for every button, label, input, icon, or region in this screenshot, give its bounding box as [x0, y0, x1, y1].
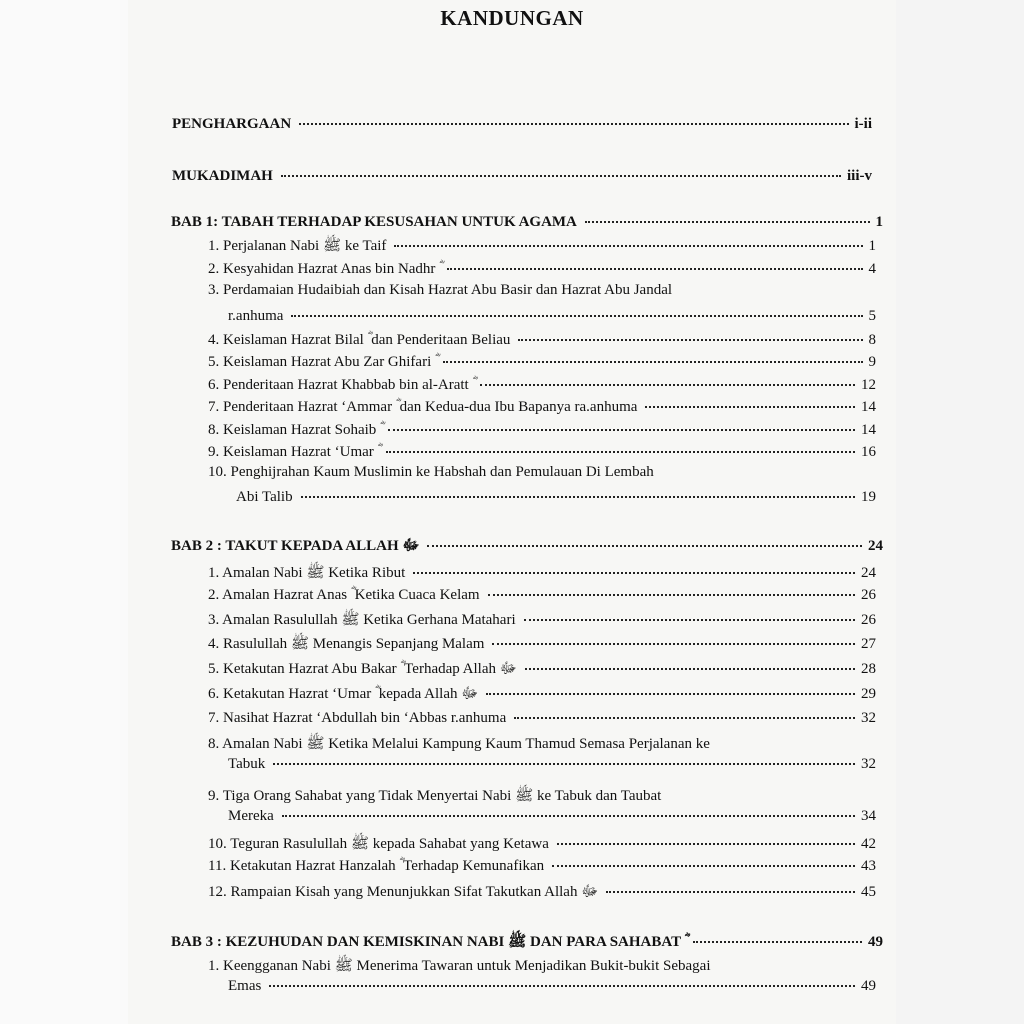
book-page — [128, 0, 896, 1024]
toc-item-page: 19 — [861, 489, 876, 505]
toc-item-page: 43 — [861, 858, 876, 874]
toc-item-page: 49 — [861, 978, 876, 994]
toc-item-text: 1. Amalan Nabi ﷺ Ketika Ribut — [208, 565, 406, 581]
leader-dots — [557, 843, 855, 845]
toc-item-text: 6. Ketakutan Hazrat ‘Umar ؓ kepada Allah ﷻ — [208, 686, 479, 702]
toc-item-continuation — [228, 756, 876, 773]
toc-item-text: 1. Keengganan Nabi ﷺ Menerima Tawaran untuk Menjadikan Bukit-bukit Sebagai — [208, 958, 711, 974]
toc-item-page: 14 — [861, 422, 876, 438]
leader-dots — [492, 643, 855, 645]
background-left — [0, 0, 128, 1024]
toc-item-page: 32 — [861, 756, 876, 772]
toc-item-cont-text: Emas — [228, 978, 262, 994]
chapter-title: BAB 2 : TAKUT KEPADA ALLAH ﷻ — [171, 538, 420, 554]
toc-item-page: 27 — [861, 636, 876, 652]
leader-dots — [552, 865, 855, 867]
leader-dots — [282, 815, 855, 817]
chapter-page: 1 — [875, 214, 883, 230]
leader-dots — [427, 545, 862, 547]
toc-item-page: 26 — [861, 612, 876, 628]
toc-item — [208, 634, 876, 656]
toc-item — [208, 376, 876, 394]
toc-item-text: 10. Teguran Rasulullah ﷺ kepada Sahabat yang Ketawa — [208, 836, 549, 852]
leader-dots — [273, 763, 855, 765]
leader-dots — [486, 693, 855, 695]
toc-item-page: 16 — [861, 444, 876, 460]
toc-item-continuation — [236, 489, 876, 506]
toc-entry-mukadimah — [172, 168, 872, 185]
toc-item-text: 2. Kesyahidan Hazrat Anas bin Nadhr ؓ — [208, 261, 440, 277]
toc-item-cont-text: Mereka — [228, 808, 274, 824]
leader-dots — [518, 339, 862, 341]
toc-item-text: 5. Ketakutan Hazrat Abu Bakar ؓ Terhadap Allah ﷻ — [208, 661, 517, 677]
chapter-title: BAB 3 : KEZUHUDAN DAN KEMISKINAN NABI ﷺ DAN PARA SAHABAT ؓ — [171, 934, 685, 950]
leader-dots — [299, 123, 848, 125]
leader-dots — [480, 384, 855, 386]
toc-item — [208, 353, 876, 371]
chapter-title: BAB 1: TABAH TERHADAP KESUSAHAN UNTUK AGAMA — [171, 214, 577, 230]
toc-item-text: 12. Rampaian Kisah yang Menunjukkan Sifat Takutkan Allah ﷻ — [208, 884, 599, 900]
toc-item-page: 32 — [861, 710, 876, 726]
toc-item — [208, 260, 876, 278]
toc-item-page: 5 — [868, 308, 876, 324]
leader-dots — [524, 619, 855, 621]
toc-item — [208, 236, 876, 258]
leader-dots — [645, 406, 855, 408]
toc-item-page: 1 — [868, 238, 876, 254]
toc-item-cont-text: Abi Talib — [236, 489, 293, 505]
chapter-page: 49 — [868, 934, 883, 950]
leader-dots — [488, 594, 855, 596]
toc-item-page: 29 — [861, 686, 876, 702]
toc-item-text: 6. Penderitaan Hazrat Khabbab bin al-Aratt ؓ — [208, 377, 473, 393]
toc-item-text: 11. Ketakutan Hazrat Hanzalah ؓ Terhadap Kemunafikan — [208, 858, 545, 874]
chapter-heading — [171, 536, 883, 558]
chapter-heading — [171, 214, 883, 231]
toc-entry-page: iii-v — [847, 168, 872, 184]
toc-item — [208, 398, 876, 416]
leader-dots — [525, 668, 855, 670]
leader-dots — [447, 268, 862, 270]
toc-item-cont-text: Tabuk — [228, 756, 266, 772]
leader-dots — [413, 572, 855, 574]
leader-dots — [443, 361, 863, 363]
toc-item-continuation — [228, 808, 876, 825]
toc-item-text: 1. Perjalanan Nabi ﷺ ke Taif — [208, 238, 387, 254]
leader-dots — [301, 496, 855, 498]
toc-entry-penghargaan — [172, 116, 872, 133]
toc-item-cont-text: r.anhuma — [228, 308, 284, 324]
toc-item — [208, 834, 876, 856]
toc-item-text: 4. Keislaman Hazrat Bilal ؓ dan Penderitaan Beliau — [208, 332, 511, 348]
toc-entry-label: MUKADIMAH — [172, 168, 273, 184]
toc-item-page: 28 — [861, 661, 876, 677]
toc-item — [208, 610, 876, 632]
toc-item-text: 5. Keislaman Hazrat Abu Zar Ghifari ؓ — [208, 354, 435, 370]
chapter-page: 24 — [868, 538, 883, 554]
leader-dots — [514, 717, 855, 719]
toc-item-text: 3. Perdamaian Hudaibiah dan Kisah Hazrat Abu Basir dan Hazrat Abu Jandal — [208, 282, 673, 298]
toc-item-text: 2. Amalan Hazrat Anas ؓ Ketika Cuaca Kelam — [208, 587, 480, 603]
toc-item-page: 24 — [861, 565, 876, 581]
toc-item-page: 45 — [861, 884, 876, 900]
toc-item — [208, 421, 876, 439]
toc-item-text: 8. Keislaman Hazrat Sohaib ؓ — [208, 422, 381, 438]
leader-dots — [585, 221, 870, 223]
leader-dots — [394, 245, 862, 247]
toc-entry-label: PENGHARGAAN — [172, 116, 292, 132]
toc-item-text: 10. Penghijrahan Kaum Muslimin ke Habshah dan Pemulauan Di Lembah — [208, 464, 654, 480]
toc-item — [208, 443, 876, 461]
toc-item — [208, 882, 876, 904]
leader-dots — [386, 451, 855, 453]
toc-item — [208, 331, 876, 349]
toc-item — [208, 659, 876, 681]
toc-item-page: 4 — [868, 261, 876, 277]
toc-entry-page: i-ii — [854, 116, 872, 132]
toc-item-text: 9. Keislaman Hazrat ‘Umar ؓ — [208, 444, 378, 460]
toc-item — [208, 710, 876, 727]
leader-dots — [291, 315, 862, 317]
page-title: KANDUNGAN — [440, 6, 584, 30]
toc-item-continuation — [228, 978, 876, 995]
leader-dots — [269, 985, 855, 987]
toc-item-text: 8. Amalan Nabi ﷺ Ketika Melalui Kampung Kaum Thamud Semasa Perjalanan ke — [208, 736, 710, 752]
toc-item — [208, 684, 876, 706]
leader-dots — [388, 429, 855, 431]
toc-item-text: 7. Nasihat Hazrat ‘Abdullah bin ‘Abbas r.anhuma — [208, 710, 507, 726]
background-right — [896, 0, 1024, 1024]
toc-item-page: 42 — [861, 836, 876, 852]
toc-item-continuation — [228, 308, 876, 325]
toc-item-page: 34 — [861, 808, 876, 824]
toc-item — [208, 586, 876, 604]
toc-item-page: 14 — [861, 399, 876, 415]
toc-item-text: 9. Tiga Orang Sahabat yang Tidak Menyertai Nabi ﷺ ke Tabuk dan Taubat — [208, 788, 662, 804]
toc-item-text: 3. Amalan Rasulullah ﷺ Ketika Gerhana Matahari — [208, 612, 516, 628]
toc-item-text: 4. Rasulullah ﷺ Menangis Sepanjang Malam — [208, 636, 485, 652]
toc-item-page: 26 — [861, 587, 876, 603]
leader-dots — [606, 891, 855, 893]
leader-dots — [281, 175, 841, 177]
toc-item — [208, 563, 876, 585]
toc-item-page: 9 — [868, 354, 876, 370]
leader-dots — [693, 941, 862, 943]
chapter-heading — [171, 932, 883, 954]
toc-item-page: 12 — [861, 377, 876, 393]
toc-item — [208, 857, 876, 875]
toc-item-text: 7. Penderitaan Hazrat ‘Ammar ؓ dan Kedua-dua Ibu Bapanya ra.anhuma — [208, 399, 638, 415]
toc-item-page: 8 — [868, 332, 876, 348]
